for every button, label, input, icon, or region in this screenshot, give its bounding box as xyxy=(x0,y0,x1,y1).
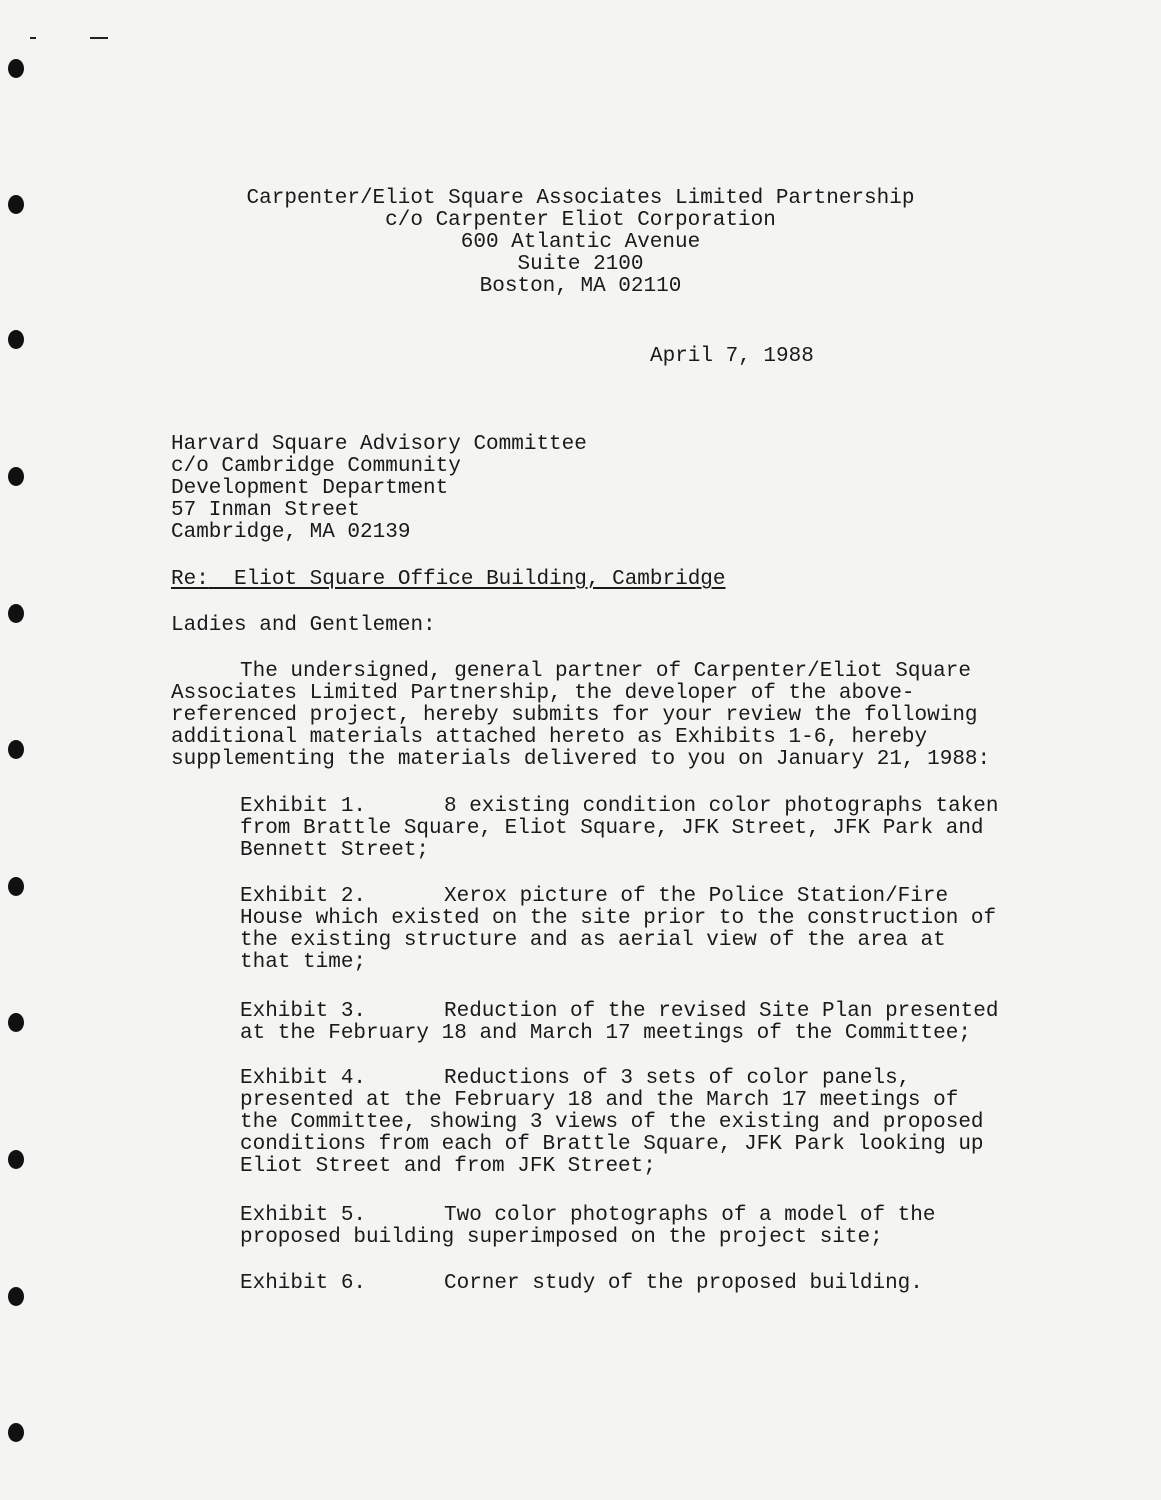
letterhead-care-of: c/o Carpenter Eliot Corporation xyxy=(385,209,776,232)
exhibit-2-text: that time; xyxy=(240,951,367,974)
re-label: Re: xyxy=(171,568,209,591)
recipient-city: Cambridge, MA 02139 xyxy=(171,521,411,544)
exhibit-4-text: the Committee, showing 3 views of the existing and proposed xyxy=(240,1111,984,1134)
exhibit-1-label: Exhibit 1. xyxy=(240,795,367,818)
exhibit-6-text: Corner study of the proposed building. xyxy=(444,1272,923,1295)
intro-line: referenced project, hereby submits for your review the following xyxy=(171,704,978,727)
recipient-street: 57 Inman Street xyxy=(171,499,361,522)
punch-hole xyxy=(8,1013,24,1032)
exhibit-3-label: Exhibit 3. xyxy=(240,1000,367,1023)
recipient-care-of: c/o Cambridge Community xyxy=(171,455,461,478)
exhibit-1-text: Bennett Street; xyxy=(240,839,430,862)
punch-hole xyxy=(8,1150,24,1169)
exhibit-2-label: Exhibit 2. xyxy=(240,885,367,908)
exhibit-5-text: Two color photographs of a model of the xyxy=(444,1204,936,1227)
re-subject: Eliot Square Office Building, Cambridge xyxy=(234,568,726,591)
exhibit-4-text: conditions from each of Brattle Square, JFK Park looking up xyxy=(240,1133,984,1156)
exhibit-2-text: House which existed on the site prior to the construction of xyxy=(240,907,997,930)
salutation: Ladies and Gentlemen: xyxy=(171,614,436,637)
letterhead-city: Boston, MA 02110 xyxy=(479,275,682,298)
punch-hole xyxy=(8,740,24,759)
recipient-name: Harvard Square Advisory Committee xyxy=(171,433,587,456)
subject-line xyxy=(171,569,726,591)
exhibit-3-text: Reduction of the revised Site Plan presented xyxy=(444,1000,999,1023)
letter-date: April 7, 1988 xyxy=(650,345,814,368)
exhibit-2-text: Xerox picture of the Police Station/Fire xyxy=(444,885,949,908)
punch-hole xyxy=(8,467,24,486)
intro-line: Associates Limited Partnership, the developer of the above- xyxy=(171,682,915,705)
punch-hole xyxy=(8,1423,24,1442)
exhibit-2-text: the existing structure and as aerial view of the area at xyxy=(240,929,946,952)
recipient-department: Development Department xyxy=(171,477,449,500)
exhibit-4-text: Reductions of 3 sets of color panels, xyxy=(444,1067,911,1090)
intro-line: supplementing the materials delivered to you on January 21, 1988: xyxy=(171,748,991,771)
letterhead-name: Carpenter/Eliot Square Associates Limited Partnership xyxy=(246,187,915,210)
punch-hole xyxy=(8,604,24,623)
exhibit-1-text: from Brattle Square, Eliot Square, JFK Street, JFK Park and xyxy=(240,817,984,840)
letterhead-suite: Suite 2100 xyxy=(517,253,644,276)
scan-mark xyxy=(30,37,108,39)
exhibit-6-label: Exhibit 6. xyxy=(240,1272,367,1295)
exhibit-3-text: at the February 18 and March 17 meetings of the Committee; xyxy=(240,1022,971,1045)
exhibit-4-text: presented at the February 18 and the March 17 meetings of xyxy=(240,1089,959,1112)
exhibit-5-text: proposed building superimposed on the project site; xyxy=(240,1226,883,1249)
exhibit-5-label: Exhibit 5. xyxy=(240,1204,367,1227)
punch-hole xyxy=(8,59,24,78)
exhibit-4-label: Exhibit 4. xyxy=(240,1067,367,1090)
exhibit-1-text: 8 existing condition color photographs taken xyxy=(444,795,999,818)
intro-line: The undersigned, general partner of Carpenter/Eliot Square xyxy=(240,660,971,683)
punch-hole xyxy=(8,877,24,896)
exhibit-4-text: Eliot Street and from JFK Street; xyxy=(240,1155,656,1178)
intro-line: additional materials attached hereto as Exhibits 1-6, hereby xyxy=(171,726,928,749)
punch-hole xyxy=(8,1287,24,1306)
punch-hole xyxy=(8,330,24,349)
letterhead-street: 600 Atlantic Avenue xyxy=(460,231,701,254)
